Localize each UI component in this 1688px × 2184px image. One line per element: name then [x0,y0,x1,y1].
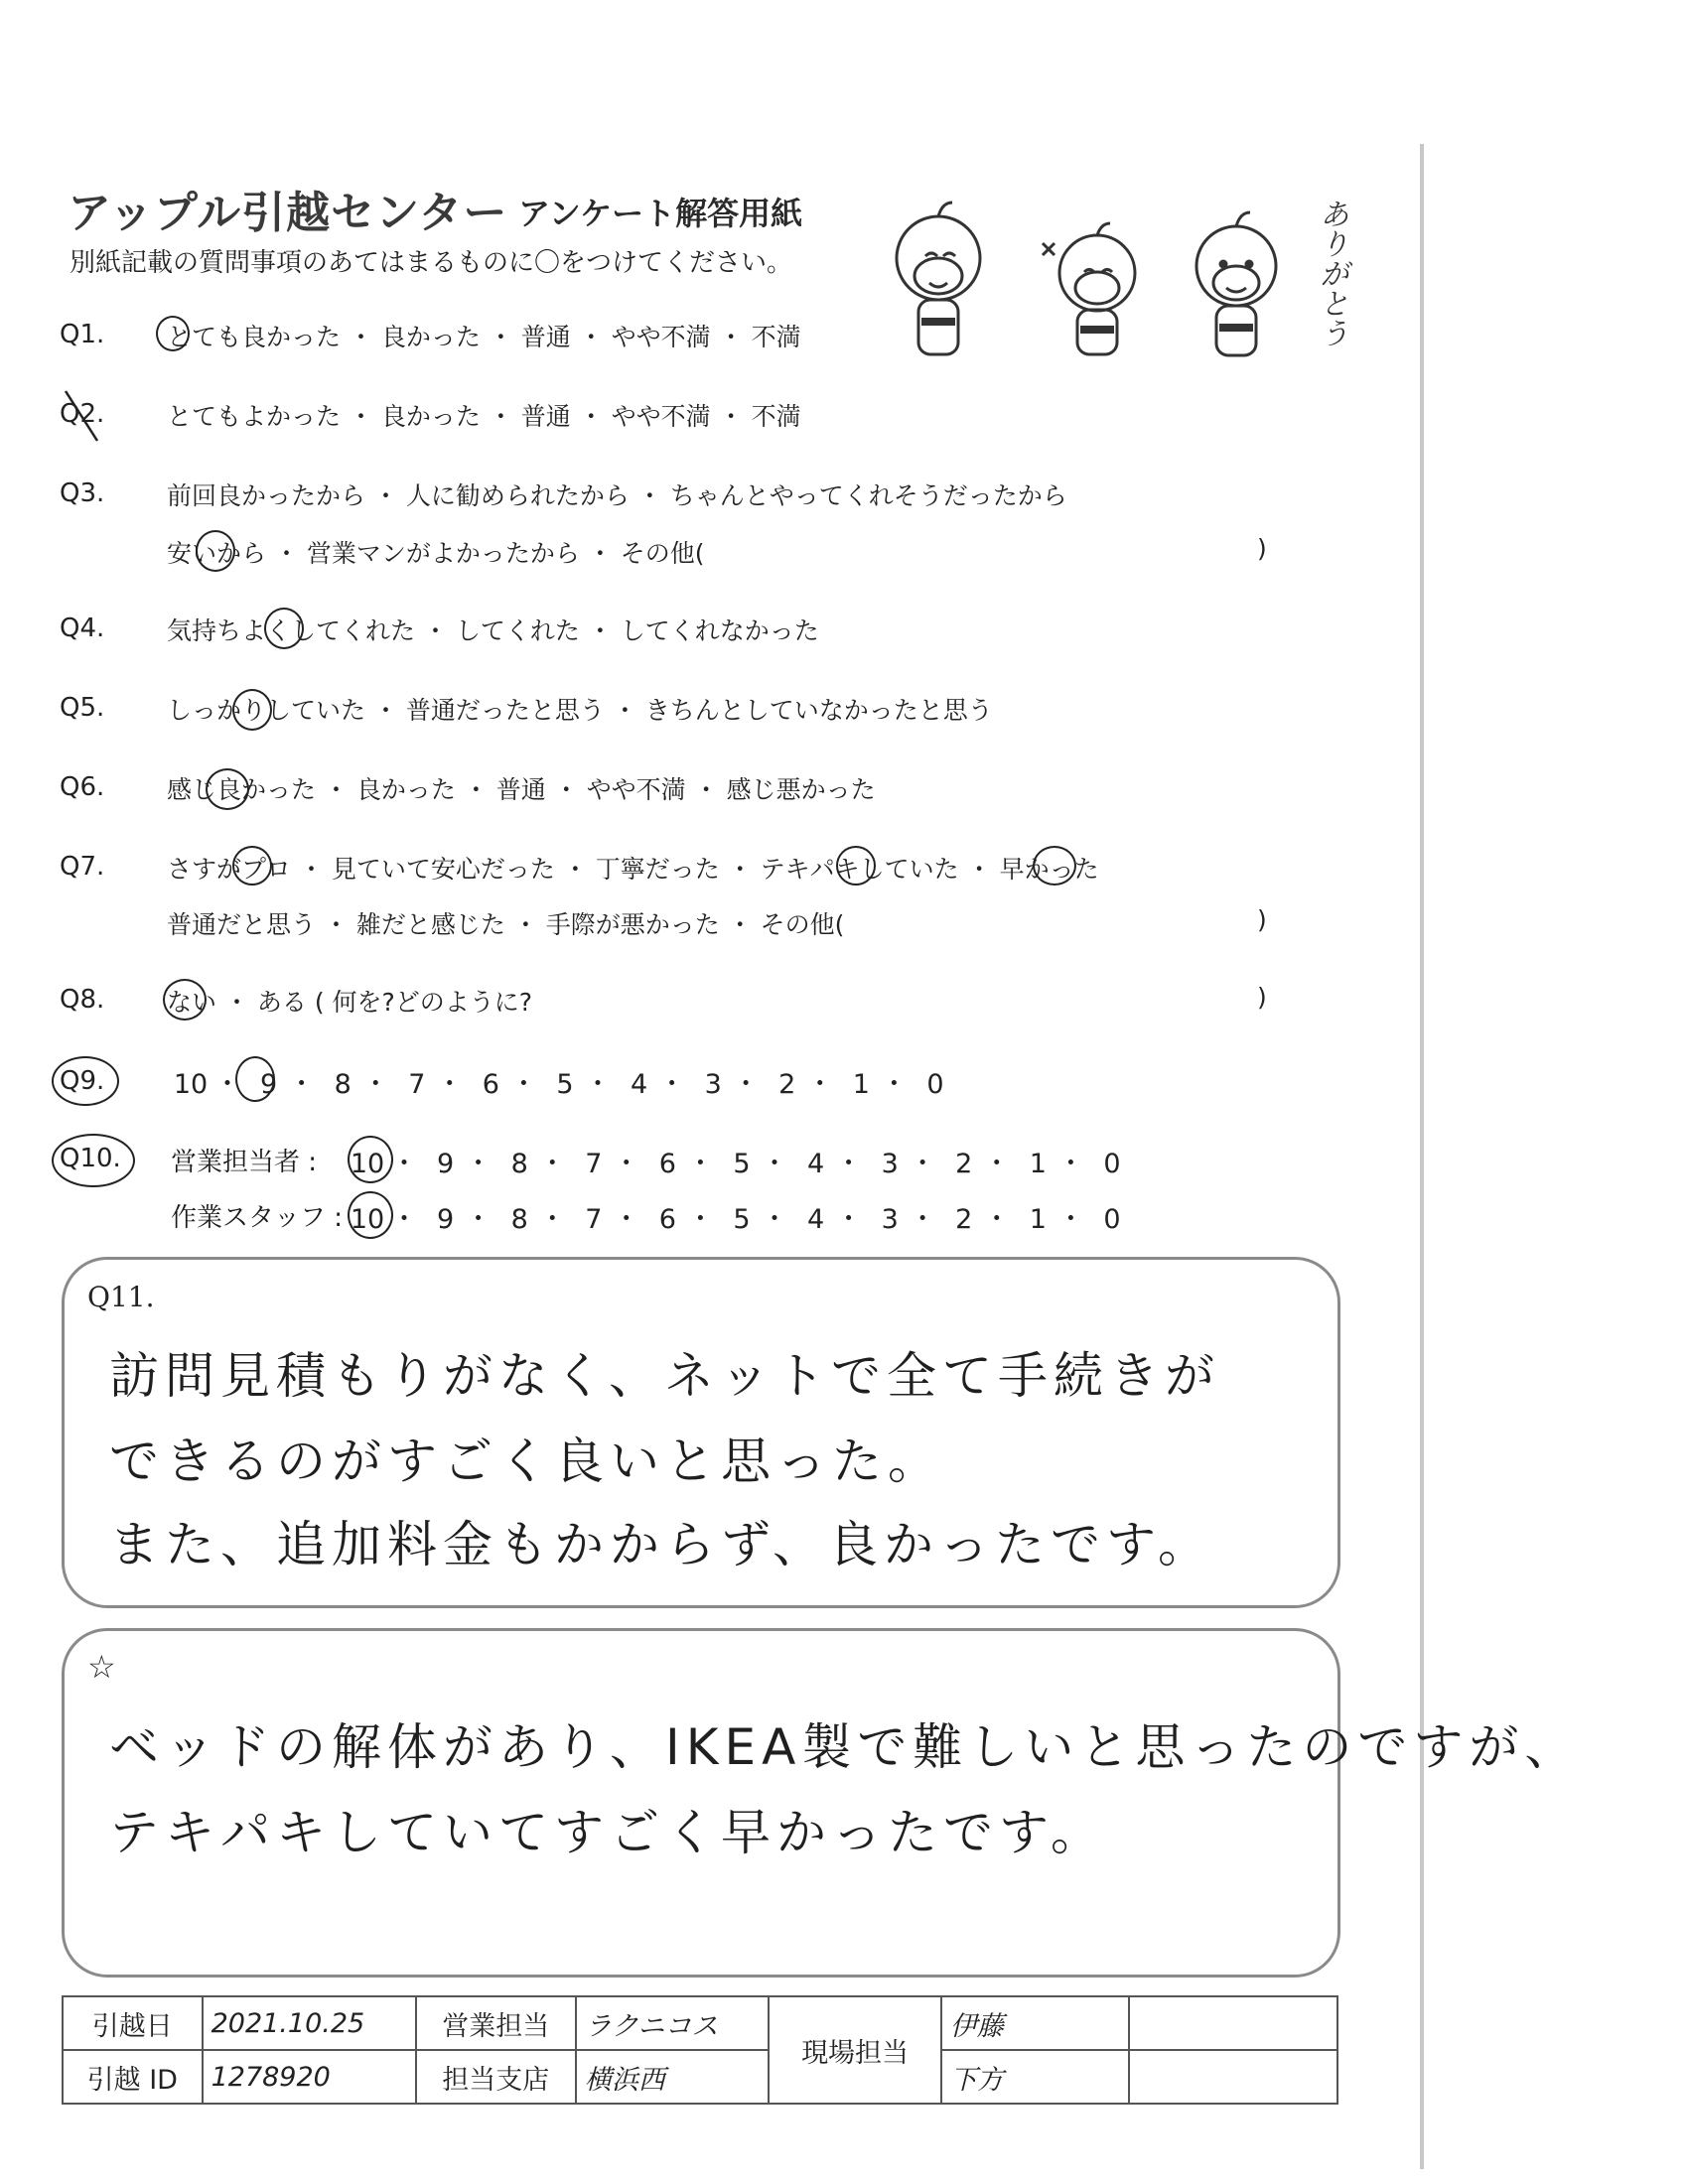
q9-score: 8 [334,1069,352,1100]
q7-label: Q7. [60,852,105,882]
q10-staff-score: 1 [1029,1204,1047,1235]
q10-sales-score: 5 [733,1149,751,1179]
blank-cell [1129,1996,1337,2050]
form-instruction: 別紙記載の質問事項のあてはまるものに〇をつけてください。 [70,248,793,278]
q10-sales-scale: 10 ・ 9 ・ 8 ・ 7 ・ 6 ・ 5 ・ 4 ・ 3 ・ 2 ・ 1 ・ 0 [350,1142,1126,1180]
q1-options: とても良かった ・ 良かった ・ 普通 ・ やや不満 ・ 不満 [167,323,801,351]
q8-selection-circle [163,979,207,1021]
q7-options-line2: 普通だと思う ・ 雑だと感じた ・ 手際が悪かった ・ その他( [167,910,845,939]
q10-sales-score: 2 [955,1149,973,1179]
q10-staff-score: 4 [806,1204,825,1235]
q9-score: 10 [173,1069,209,1100]
q10-label: Q10. [60,1144,121,1173]
q3-options-line1: 前回良かったから ・ 人に勧められたから ・ ちゃんとやってくれそうだったから [167,481,1067,510]
q10-staff-label: 作業スタッフ : [171,1203,344,1233]
q7-options-line1: さすがプロ ・ 見ていて安心だった ・ 丁寧だった ・ テキパキしていた ・ 早かった [167,855,1099,884]
q8-label: Q8. [60,985,105,1015]
q9-scale: 10 ・ 9 ・ 8 ・ 7 ・ 6 ・ 5 ・ 4 ・ 3 ・ 2 ・ 1 ・ 0 [173,1062,949,1101]
site-rep-label: 現場担当 [769,1996,941,2104]
blank-cell [1129,2050,1337,2104]
q10-sales-score: 10 [350,1149,385,1179]
q9-label-circle [52,1056,119,1106]
q4-options: 気持ちよくしてくれた ・ してくれた ・ してくれなかった [167,616,819,645]
branch-label: 担当支店 [416,2050,576,2104]
q10-staff-score: 7 [585,1204,603,1235]
thanks-vertical-text: ありがとう [1314,199,1348,347]
move-id-label: 引越 ID [63,2050,203,2104]
q10-staff-score: 5 [733,1204,751,1235]
q9-score: 0 [926,1069,944,1100]
site-rep-value-2: 下方 [941,2050,1129,2104]
move-id-value: 1278920 [203,2050,416,2104]
q10-staff-score: 3 [881,1204,899,1235]
form-subtitle: アンケート解答用紙 [518,195,803,232]
q10-sales-score: 9 [437,1149,455,1179]
q4-selection-circle [264,608,304,649]
star-handwritten-line: テキパキしていてすごく早かったです。 [109,1804,1106,1861]
q11-handwritten-line: できるのがすごく良いと思った。 [109,1433,943,1490]
mascot-illustration [864,189,1331,367]
q10-staff-score: 8 [510,1204,528,1235]
q10-label-circle [52,1134,135,1187]
q5-options: しっかりしていた ・ 普通だったと思う ・ きちんとしていなかったと思う [167,696,993,725]
star-icon: ☆ [87,1648,116,1686]
q5-selection-circle [232,689,272,731]
q1-selection-circle [156,316,190,351]
q6-selection-circle [206,768,249,810]
q10-staff-score: 6 [658,1204,676,1235]
q11-handwritten-line: 訪問見積もりがなく、ネットで全て手続きが [109,1347,1220,1405]
q10-sales-score: 0 [1103,1149,1121,1179]
q10-staff-score: 0 [1103,1204,1121,1235]
q10-sales-label: 営業担当者 : [171,1148,318,1177]
q8-close-paren: ) [1257,983,1267,1012]
q9-score: 7 [408,1069,426,1100]
star-handwritten-line: ベッドの解体があり、IKEA製で難しいと思ったのですが、 [109,1718,1581,1776]
q9-score: 5 [556,1069,574,1100]
q9-score: 3 [704,1069,722,1100]
q10-staff-score: 9 [437,1204,455,1235]
sales-rep-value: ラクニコス [576,1996,769,2050]
q11-handwritten-line: また、追加料金もかからず、良かったです。 [109,1516,1213,1573]
move-date-label: 引越日 [63,1996,203,2050]
sales-rep-label: 営業担当 [416,1996,576,2050]
q3-label: Q3. [60,478,105,508]
q7-selection-circle-fast [1033,846,1076,886]
move-info-table [62,1995,1338,2105]
q9-score: 1 [852,1069,870,1100]
q2-label: Q2. [60,399,105,429]
branch-value: 横浜西 [576,2050,769,2104]
q10-staff-selection-circle [348,1191,393,1239]
company-title: アップル引越センター [68,188,508,238]
q4-label: Q4. [60,614,105,643]
q8-options: ない ・ ある ( 何を?どのように? [167,988,533,1017]
q10-staff-scale: 10 ・ 9 ・ 8 ・ 7 ・ 6 ・ 5 ・ 4 ・ 3 ・ 2 ・ 1 ・ 0 [350,1197,1126,1236]
move-date-value: 2021.10.25 [203,1996,416,2050]
q2-options: とてもよかった ・ 良かった ・ 普通 ・ やや不満 ・ 不満 [167,402,801,431]
q9-selection-circle [235,1056,275,1102]
q7-selection-circle-tekipaki [836,846,876,886]
q9-label: Q9. [60,1066,105,1096]
q6-options: 感じ良かった ・ 良かった ・ 普通 ・ やや不満 ・ 感じ悪かった [167,775,876,804]
q10-sales-selection-circle [348,1136,393,1183]
page-edge-line [1420,144,1424,2169]
q3-close-paren: ) [1257,534,1267,563]
q10-sales-score: 7 [585,1149,603,1179]
q7-close-paren: ) [1257,905,1267,934]
q6-label: Q6. [60,772,105,802]
q2-strike-mark [58,385,107,445]
q9-score: 2 [778,1069,796,1100]
q1-label: Q1. [60,320,105,349]
q10-sales-score: 8 [510,1149,528,1179]
q10-sales-score: 3 [881,1149,899,1179]
q10-staff-score: 2 [955,1204,973,1235]
q3-selection-circle [196,530,235,572]
q9-score: 4 [630,1069,648,1100]
q5-label: Q5. [60,693,105,723]
q9-score: 9 [260,1069,278,1100]
site-rep-value-1: 伊藤 [941,1996,1129,2050]
q3-options-line2: 安いから ・ 営業マンがよかったから ・ その他( [167,539,705,568]
q10-sales-score: 4 [806,1149,825,1179]
q10-staff-score: 10 [350,1204,385,1235]
q9-score: 6 [482,1069,499,1100]
q7-selection-circle-pro [232,846,272,886]
q11-label: Q11. [87,1281,155,1313]
q10-sales-score: 1 [1029,1149,1047,1179]
q10-sales-score: 6 [658,1149,676,1179]
